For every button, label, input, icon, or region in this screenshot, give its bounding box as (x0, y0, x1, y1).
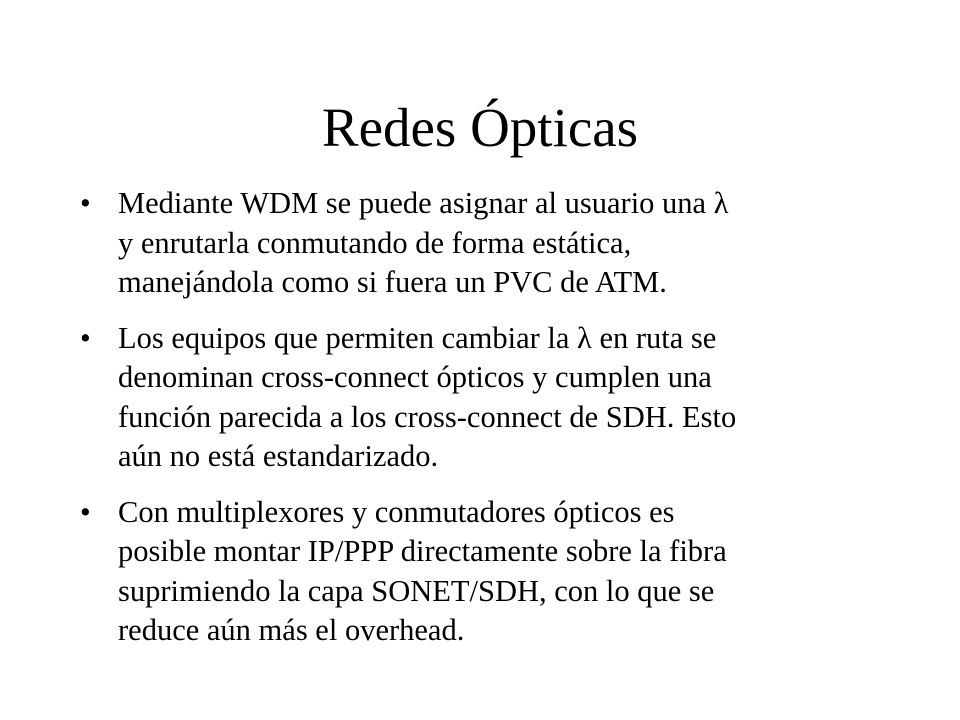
bullet-text-line: Con multiplexores y conmutadores ópticos es (118, 494, 675, 529)
bullet-text-line: función parecida a los cross-connect de SDH. Esto (118, 399, 737, 434)
bullet-text-line: Los equipos que permiten cambiar la λ en ruta se (118, 320, 717, 355)
bullet-text-line: aún no está estandarizado. (118, 439, 439, 473)
bullet-item (80, 184, 900, 303)
bullet-list (80, 184, 900, 667)
bullet-item (80, 493, 900, 651)
bullet-text-line: reduce aún más el overhead. (118, 613, 465, 647)
bullet-dot-icon: • (80, 494, 91, 529)
bullet-dot-icon: • (80, 186, 91, 220)
bullet-text-line: suprimiendo la capa SONET/SDH, con lo que se (118, 573, 715, 608)
slide-title: Redes Ópticas (321, 97, 639, 158)
bullet-text-line: posible montar IP/PPP directamente sobre la fibra (118, 534, 727, 568)
bullet-item (80, 319, 900, 477)
bullet-dot-icon: • (80, 320, 91, 355)
bullet-text-line: y enrutarla conmutando de forma estática, (118, 225, 632, 260)
bullet-text-line: manejándola como si fuera un PVC de ATM. (118, 265, 667, 299)
bullet-text-line: denominan cross-connect ópticos y cumplen una (118, 360, 712, 394)
bullet-text-line: Mediante WDM se puede asignar al usuario una λ (118, 186, 729, 220)
